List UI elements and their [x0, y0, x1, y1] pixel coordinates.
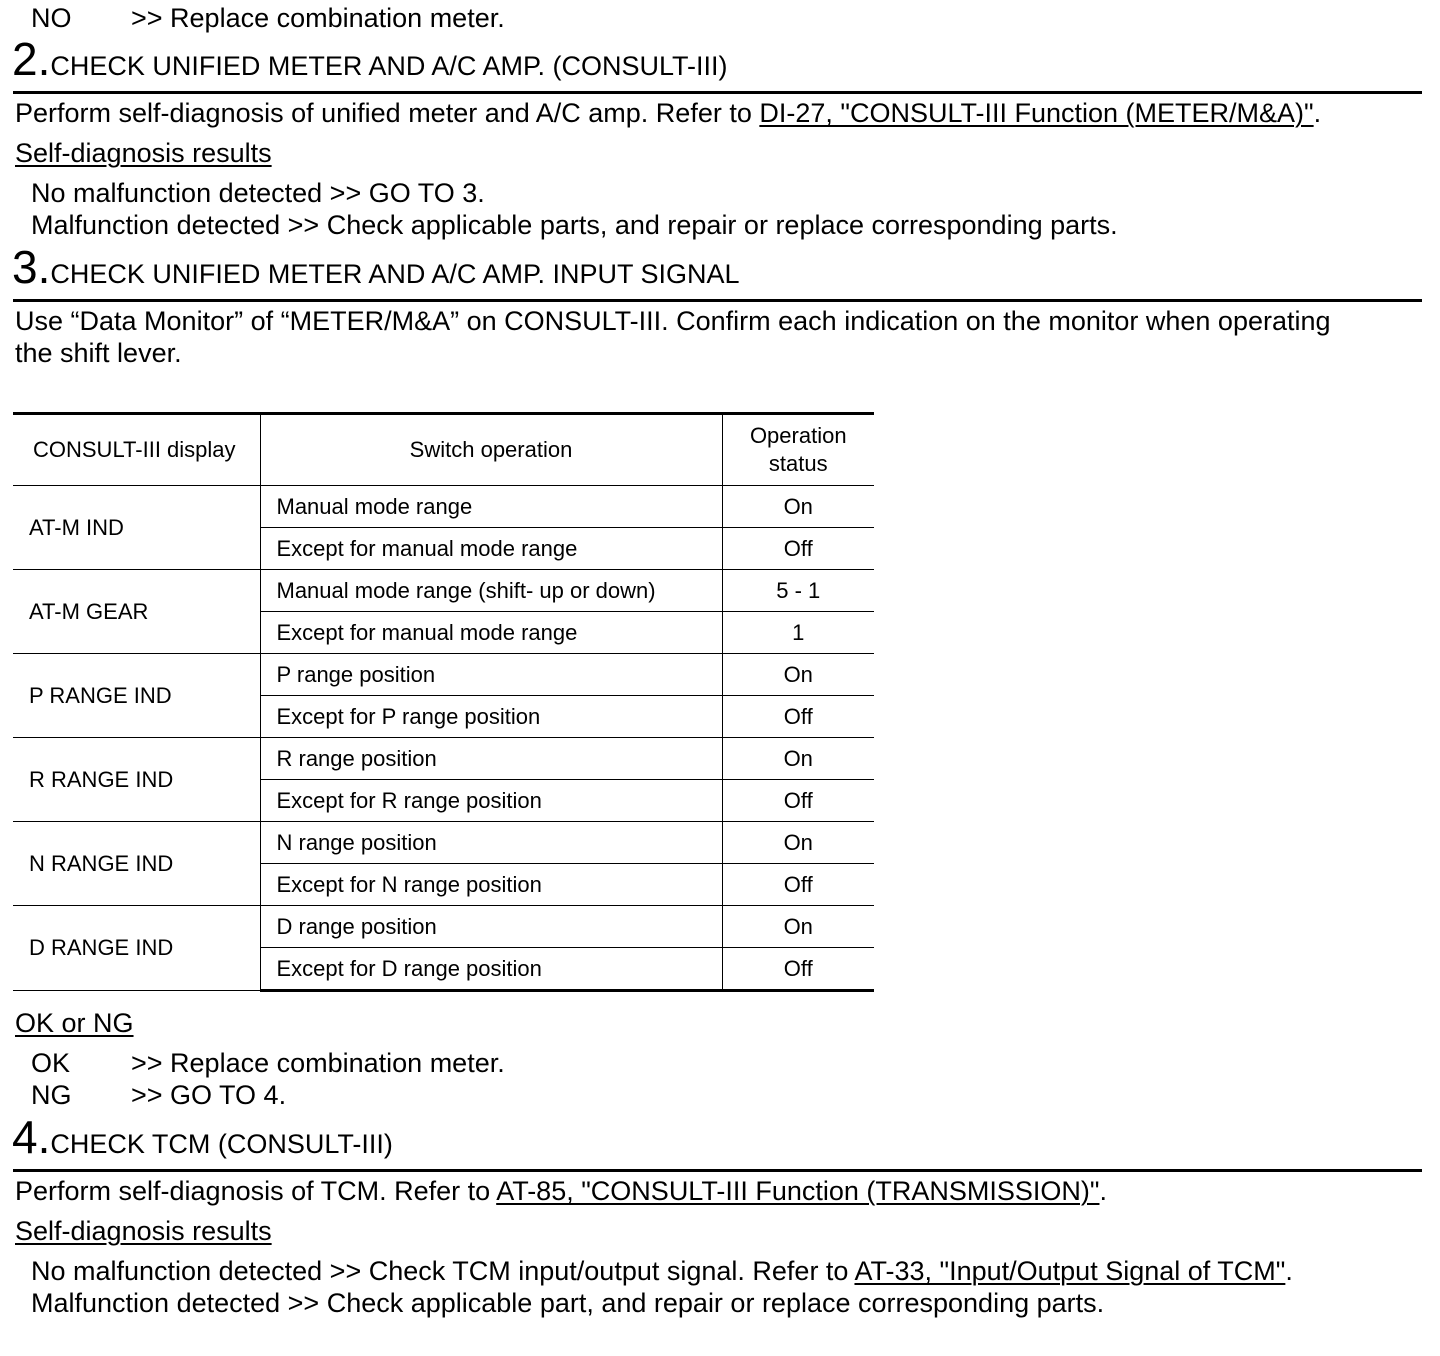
step4-reference-link[interactable]: AT-85, "CONSULT-III Function (TRANSMISSION)"	[496, 1176, 1100, 1206]
step4-title: CHECK TCM (CONSULT-III)	[50, 1129, 393, 1159]
step4-number: 4.	[12, 1111, 51, 1163]
display-cell: N RANGE IND	[13, 822, 260, 906]
header-status-line1: Operation	[749, 423, 847, 448]
step2-result-ng: Malfunction detected >> Check applicable parts, and repair or replace corresponding parts.	[31, 210, 1118, 240]
step3-title: CHECK UNIFIED METER AND A/C AMP. INPUT SIGNAL	[50, 259, 740, 289]
status-cell: On	[722, 654, 874, 696]
response-key: NO	[31, 3, 72, 33]
table-row	[13, 654, 874, 696]
step4-result-ok	[31, 1255, 1293, 1287]
step4-results-heading: Self-diagnosis results	[15, 1216, 272, 1246]
response-key: NG	[31, 1080, 72, 1110]
status-cell: On	[722, 738, 874, 780]
status-cell: Off	[722, 864, 874, 906]
status-cell: On	[722, 486, 874, 528]
operation-cell: Manual mode range	[260, 486, 722, 528]
table-row	[13, 486, 874, 528]
table-row	[13, 570, 874, 612]
response-text: >> Replace combination meter.	[131, 3, 505, 33]
status-cell: Off	[722, 696, 874, 738]
operation-cell: R range position	[260, 738, 722, 780]
step3-divider	[13, 299, 1422, 302]
step2-results-heading: Self-diagnosis results	[15, 138, 272, 168]
step2-divider	[13, 91, 1422, 94]
status-cell: On	[722, 906, 874, 948]
response-key: OK	[31, 1048, 71, 1078]
step3-results-heading: OK or NG	[15, 1008, 134, 1038]
table-header-row	[13, 414, 874, 486]
display-cell: AT-M IND	[13, 486, 260, 570]
instruction-text: Perform self-diagnosis of TCM. Refer to	[15, 1176, 497, 1206]
step2-instruction	[15, 97, 1321, 129]
operation-cell: Except for manual mode range	[260, 528, 722, 570]
instruction-suffix: .	[1313, 98, 1322, 128]
operation-cell: P range position	[260, 654, 722, 696]
operation-cell: Except for R range position	[260, 780, 722, 822]
result-text: No malfunction detected >> Check TCM input/output signal. Refer to	[31, 1256, 855, 1286]
display-cell: D RANGE IND	[13, 906, 260, 991]
display-cell: AT-M GEAR	[13, 570, 260, 654]
table-row	[13, 822, 874, 864]
operation-cell: Manual mode range (shift- up or down)	[260, 570, 722, 612]
status-cell: Off	[722, 948, 874, 991]
step3-heading	[12, 241, 740, 293]
data-monitor-table	[13, 412, 874, 992]
status-cell: Off	[722, 528, 874, 570]
status-cell: 1	[722, 612, 874, 654]
header-switch-operation: Switch operation	[260, 414, 722, 486]
status-cell: 5 - 1	[722, 570, 874, 612]
step4-divider	[13, 1169, 1422, 1172]
header-operation-status	[722, 414, 874, 486]
step2-reference-link[interactable]: DI-27, "CONSULT-III Function (METER/M&A)"	[759, 98, 1314, 128]
response-text: >> GO TO 4.	[131, 1080, 287, 1110]
operation-cell: D range position	[260, 906, 722, 948]
step4-instruction	[15, 1175, 1107, 1207]
table-row	[13, 906, 874, 948]
top-response	[31, 2, 505, 34]
operation-cell: Except for N range position	[260, 864, 722, 906]
step4-result-link[interactable]: AT-33, "Input/Output Signal of TCM"	[854, 1256, 1286, 1286]
step3-result-ng	[31, 1079, 286, 1111]
operation-cell: N range position	[260, 822, 722, 864]
display-cell: R RANGE IND	[13, 738, 260, 822]
step2-title: CHECK UNIFIED METER AND A/C AMP. (CONSULT-III)	[50, 51, 728, 81]
result-suffix: .	[1285, 1256, 1293, 1286]
table-row	[13, 738, 874, 780]
step4-heading	[12, 1111, 393, 1163]
header-consult-display: CONSULT-III display	[13, 414, 260, 486]
response-text: >> Replace combination meter.	[131, 1048, 505, 1078]
step3-number: 3.	[12, 241, 51, 293]
header-status-line2: status	[768, 451, 828, 476]
status-cell: Off	[722, 780, 874, 822]
step2-number: 2.	[12, 33, 51, 85]
step3-result-ok	[31, 1047, 505, 1079]
display-cell: P RANGE IND	[13, 654, 260, 738]
step2-heading	[12, 33, 728, 85]
operation-cell: Except for P range position	[260, 696, 722, 738]
step4-result-ng: Malfunction detected >> Check applicable part, and repair or replace corresponding parts.	[31, 1288, 1105, 1318]
step3-instruction-line2: the shift lever.	[15, 338, 182, 368]
step3-instruction-line1: Use “Data Monitor” of “METER/M&A” on CONSULT-III. Confirm each indication on the monitor when operating	[15, 306, 1331, 336]
operation-cell: Except for manual mode range	[260, 612, 722, 654]
status-cell: On	[722, 822, 874, 864]
operation-cell: Except for D range position	[260, 948, 722, 991]
instruction-suffix: .	[1099, 1176, 1107, 1206]
step2-result-ok: No malfunction detected >> GO TO 3.	[31, 178, 485, 208]
instruction-text: Perform self-diagnosis of unified meter and A/C amp. Refer to	[15, 98, 760, 128]
